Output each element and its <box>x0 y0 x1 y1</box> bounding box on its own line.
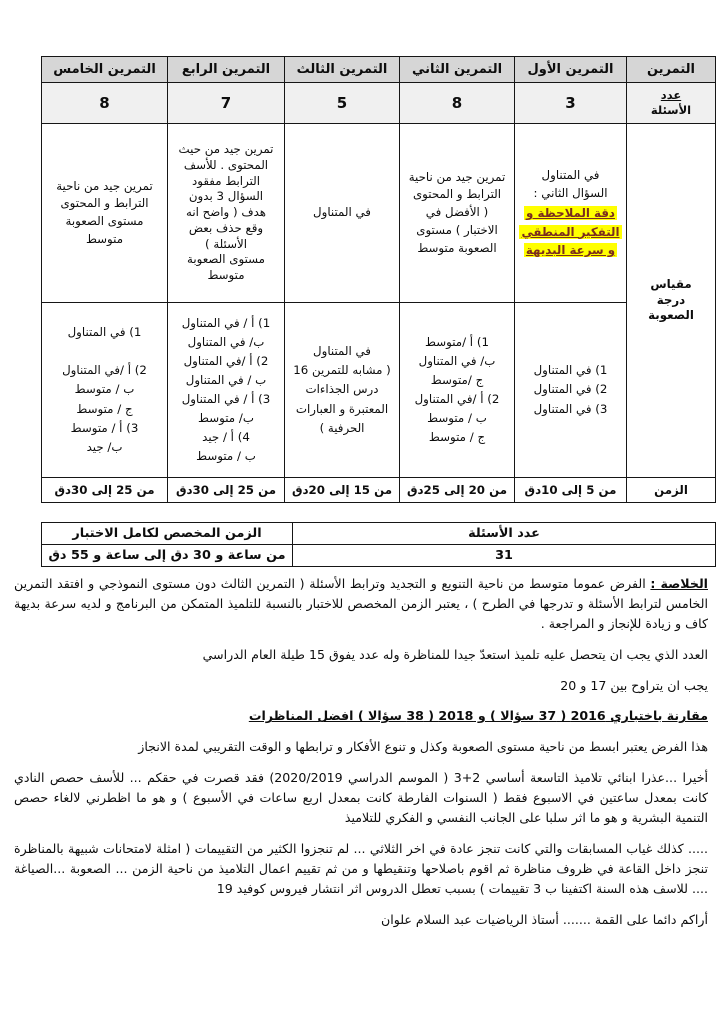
signature-line: أراكم دائما على القمة ....... أستاذ الرياضيات عبد السلام علوان <box>380 911 708 927</box>
exercise-2-header: التمرين الثاني <box>400 57 515 83</box>
exercise-1-difficulty-details: 1) في المتناول 2) في المتناول 3) في المتناول <box>515 303 627 478</box>
exercise-1-note-text: في المتناول السؤال الثاني : <box>533 167 608 200</box>
totals-value-row <box>42 545 716 567</box>
summary-paragraph <box>14 574 708 634</box>
time-label: الزمن <box>627 478 716 503</box>
exercise-5-header: التمرين الخامس <box>42 57 168 83</box>
highlight-line-3: و سرعة البديهة <box>525 242 616 257</box>
exam-analysis-table <box>41 56 716 503</box>
corner-header-cell: التمرين <box>627 57 716 83</box>
totals-header-row <box>42 523 716 545</box>
apology-paragraph: أخيرا ...عذرا ابنائي تلاميذ التاسعة أساسي 2+3 ( الموسم الدراسي 2020/2019) فقد قصرت في حقكم ... للأسف حصص النادي كانت بمعدل ساعتين في الاسبوع فقط ( السنوات الفارطة كانت بمعدل اربع ساعات في الأسبوع ) و هو ما اظطرني لالغاء حصص التنمية البشرية و هو ما اثر سلبا على الجانب النفسي و الفكري للتلاميذ <box>14 770 708 826</box>
question-count-row <box>42 83 716 124</box>
total-questions-header: عدد الأسئلة <box>293 523 716 545</box>
exercise-4-difficulty-note: تمرين جيد من حيث المحتوى . للأسف الترابط مفقود السؤال 3 بدون هدف ( واضح انه وقع حذف بعض الأسئلة ) مستوى الصعوبة متوسط <box>168 124 285 303</box>
question-count-label-word1: عدد <box>660 88 682 103</box>
total-time-header: الزمن المخصص لكامل الاختبار <box>42 523 293 545</box>
total-questions-value: 31 <box>293 545 716 567</box>
total-time-value: من ساعة و 30 دق إلى ساعة و 55 دق <box>42 545 293 567</box>
difficulty-scale-label: مقياس درجة الصعوبة <box>627 124 716 478</box>
exercise-4-header: التمرين الرابع <box>168 57 285 83</box>
exercise-2-difficulty-details: 1) أ /متوسط ب/ في المتناول ج /متوسط 2) أ /في المتناول ب / متوسط ج / متوسط <box>400 303 515 478</box>
exercise-1-time: من 5 إلى 10دق <box>515 478 627 503</box>
exercise-1-question-count: 3 <box>515 83 627 124</box>
exercise-3-time: من 15 إلى 20دق <box>285 478 400 503</box>
exercise-3-question-count: 5 <box>285 83 400 124</box>
comparison-text: هذا الفرض يعتبر ابسط من ناحية مستوى الصعوبة وكذل و تنوع الأفكار و ترابطها و الوقت التقريبي لمدة الانجاز <box>138 739 708 755</box>
question-count-label <box>627 83 716 124</box>
target-score-line1: العدد الذي يجب ان يتحصل عليه تلميذ استعدّ جيدا للمناظرة وله عدد يفوق 15 طيلة العام الدراسي <box>202 646 708 662</box>
highlight-line-1: دقة الملاحظة و <box>526 206 615 221</box>
exercise-1-header: التمرين الأول <box>515 57 627 83</box>
exercise-2-difficulty-note: تمرين جيد من ناحية الترابط و المحتوى ( الأفضل في الاختبار ) مستوى الصعوبة متوسط <box>400 124 515 303</box>
exercise-3-header: التمرين الثالث <box>285 57 400 83</box>
totals-table <box>41 522 716 567</box>
commentary-section <box>0 567 720 929</box>
exercise-3-difficulty-note: في المتناول <box>285 124 400 303</box>
difficulty-note-row <box>42 124 716 303</box>
exercise-5-time: من 25 إلى 30دق <box>42 478 168 503</box>
exercise-5-question-count: 8 <box>42 83 168 124</box>
exercise-5-difficulty-details: 1) في المتناول 2) أ /في المتناول ب / متوسط ج / متوسط 3) أ / متوسط ب/ جيد <box>42 303 168 478</box>
summary-text: الفرض عموما متوسط من ناحية التنويع و التجديد وترابط الأسئلة ( التمرين الثالث دون مستوى النموذجي و افتقد التمرين الخامس لترابط الأسئلة و تدرجها في الطرح ) ، يعتبر الزمن المخصص للاختبار بالنسبة للتلميذ المتمكن من البرنامج و لديه سرعة بديهة كاف و زيادة للإنجاز و المراجعة . <box>14 576 708 631</box>
exercise-4-difficulty-details: 1) أ / في المتناول ب/ في المتناول 2) أ /في المتناول ب / في المتناول 3) أ / في المتناول ب/ متوسط 4) أ / جيد ب / متوسط <box>168 303 285 478</box>
question-count-label-word2: الأسئلة <box>650 103 692 117</box>
competitions-paragraph: ..... كذلك غياب المسابقات والتي كانت تنجز عادة في اخر الثلاثي ... لم تنجزوا الكثير من التقييمات ( امثلة لامتحانات شبيهة بالمناظرة تنجز داخل القاعة في ظروف مناظرة ثم اقوم باصلاحها وتنقيطها و من ثم تقييم اعمال التلاميذ من ناحية الزمن ... الصعوبة ...الصياغة .... للاسف هذه السنة اكتفينا ب 3 تقييمات ) بسبب تعطل الدروس اثر انتشار فيروس كوفيد 19 <box>14 840 708 896</box>
time-row <box>42 478 716 503</box>
highlight-line-2: التفكير المنطقي <box>521 224 620 239</box>
summary-label: الخلاصة : <box>650 576 708 591</box>
exercise-2-question-count: 8 <box>400 83 515 124</box>
exercise-4-question-count: 7 <box>168 83 285 124</box>
comparison-heading: مقارنة باختباري 2016 ( 37 سؤالا ) و 2018 ( 38 سؤالا ) افضل المناظرات <box>248 708 708 724</box>
target-score-line2: يجب ان يتراوح بين 17 و 20 <box>560 677 708 693</box>
exercise-2-time: من 20 إلى 25دق <box>400 478 515 503</box>
exercise-5-difficulty-note: تمرين جيد من ناحية الترابط و المحتوى مستوى الصعوبة متوسط <box>42 124 168 303</box>
exercise-4-time: من 25 إلى 30دق <box>168 478 285 503</box>
exercise-1-difficulty-note <box>515 124 627 303</box>
exercise-1-highlighted-skills <box>517 204 624 259</box>
table-header-row <box>42 57 716 83</box>
difficulty-details-row <box>42 303 716 478</box>
exercise-3-difficulty-details: في المتناول ( مشابه للتمرين 16 درس الجذاءات المعتبرة و العبارات الحرفية ) <box>285 303 400 478</box>
